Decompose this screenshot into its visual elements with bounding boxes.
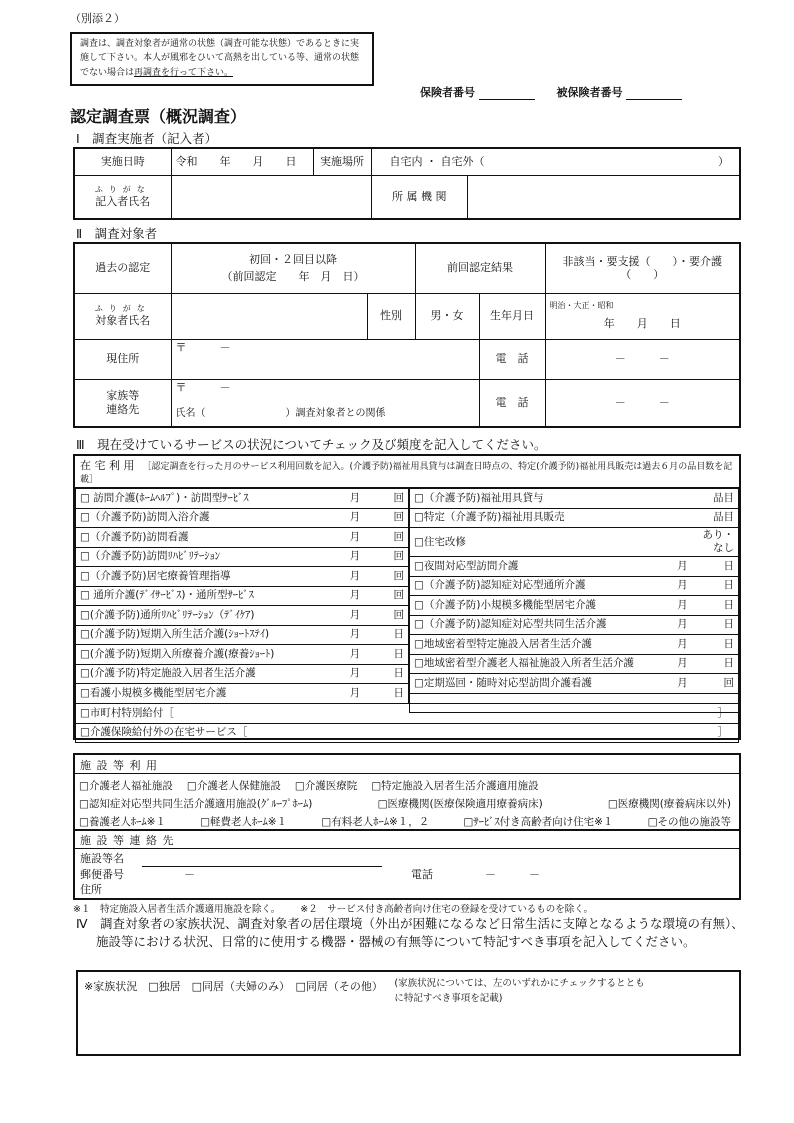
left-service-unit1: 月: [338, 625, 362, 645]
right-service-unit2: 日: [690, 557, 739, 577]
left-service-unit1: 月: [338, 567, 362, 587]
left-service-unit2: 日: [362, 645, 408, 665]
section1-heading: Ⅰ 調査実施者（記入者）: [76, 131, 218, 146]
facility-contact-title: 施 設 等 連 絡 先: [80, 834, 175, 847]
left-service-label[interactable]: □(介護予防)短期入所生活介護(ｼｮｰﾄｽﾃｲ): [76, 625, 338, 645]
left-service-row[interactable]: [76, 586, 409, 606]
place-close: ）: [718, 154, 729, 168]
dob-value: 年 月 日: [603, 317, 681, 331]
postal-mark: 〒 －: [175, 340, 231, 354]
facility-option[interactable]: □その他の施設等: [647, 816, 731, 828]
dob-label: 生年月日: [479, 293, 545, 339]
right-service-row[interactable]: [410, 615, 739, 635]
right-service-label[interactable]: □特定（介護予防)福祉用具販売: [410, 508, 665, 528]
insured-number-label: 被保険者番号: [556, 86, 623, 99]
left-services-table: [75, 488, 409, 704]
address-label: 現住所: [74, 339, 171, 379]
right-service-row[interactable]: [410, 654, 739, 674]
municipal-close: ］: [717, 706, 728, 719]
left-service-label[interactable]: □（介護予防)訪問看護: [76, 528, 338, 548]
right-service-label[interactable]: □住宅改修: [410, 528, 665, 557]
facility-option[interactable]: □介護老人保健施設: [186, 780, 281, 792]
prev-result-field[interactable]: 非該当・要支援（ ）・要介護（ ）: [545, 243, 740, 293]
right-service-row[interactable]: [410, 576, 739, 596]
sex-field[interactable]: 男・女: [415, 293, 479, 339]
right-service-unit2: 日: [690, 596, 739, 616]
right-service-unit1: 月: [664, 576, 689, 596]
right-service-label[interactable]: □（介護予防)認知症対応型共同生活介護: [410, 615, 665, 635]
attachment-label: （別添２）: [70, 12, 125, 25]
facility-use-title: 施 設 等 利 用: [80, 759, 158, 772]
section1-table: [73, 147, 741, 220]
notice-box: [70, 32, 374, 86]
facility-contact: [80, 851, 720, 898]
right-service-label[interactable]: □（介護予防)認知症対応型通所介護: [410, 576, 665, 596]
right-service-unit1: 月: [664, 635, 689, 655]
left-service-unit1: 月: [338, 645, 362, 665]
agency-inner: [372, 176, 740, 218]
family-status-note: (家族状況については、左のいずれかにチェックするとともに特記すべき事項を記載): [394, 978, 645, 1004]
right-service-unit1: 月: [664, 557, 689, 577]
family-label1: 家族等: [106, 389, 140, 402]
phone-label: 電 話: [479, 339, 545, 379]
facility-postal-label: 郵便番号: [80, 867, 124, 881]
left-service-unit1: 月: [338, 528, 362, 548]
right-service-label[interactable]: □定期巡回・随時対応型訪問介護看護: [410, 674, 665, 694]
right-service-row[interactable]: [410, 596, 739, 616]
family-phone-label: 電 話: [479, 379, 545, 427]
footnote-1: ※１ 特定施設入居者生活介護適用施設を除く。: [73, 904, 281, 915]
left-service-label[interactable]: □ 通所介護(ﾃﾞｲｻｰﾋﾞｽ)・通所型ｻｰﾋﾞｽ: [76, 586, 338, 606]
left-service-unit2: 回: [362, 489, 408, 509]
right-service-label[interactable]: □（介護予防)福祉用具貸与: [410, 489, 665, 509]
facility-option[interactable]: □ｻｰﾋﾞｽ付き高齢者向け住宅※１: [463, 816, 614, 828]
left-service-row[interactable]: [76, 567, 409, 587]
right-service-row[interactable]: [410, 528, 739, 557]
facility-option[interactable]: □養護老人ﾎｰﾑ※１: [79, 816, 166, 828]
right-service-row[interactable]: [410, 489, 739, 509]
family-phone-field[interactable]: － －: [545, 379, 740, 427]
facility-option[interactable]: □軽費老人ﾎｰﾑ※１: [200, 816, 288, 828]
municipal-row[interactable]: [76, 704, 739, 724]
left-service-unit2: 回: [362, 567, 408, 587]
left-service-unit2: 日: [362, 684, 408, 704]
right-service-row[interactable]: [410, 508, 739, 528]
left-service-unit1: 月: [338, 684, 362, 704]
subject-name-label-cell: [74, 293, 171, 339]
right-service-unit1: 月: [664, 615, 689, 635]
left-service-row[interactable]: [76, 547, 409, 567]
left-service-row[interactable]: [76, 606, 409, 626]
facility-name-label: 施設等名: [80, 852, 124, 865]
insurer-number-field[interactable]: [479, 89, 535, 100]
left-service-label[interactable]: □看護小規模多機能型居宅介護: [76, 684, 338, 704]
right-service-unit1: 月: [664, 654, 689, 674]
family-label2: 連絡先: [106, 402, 140, 416]
left-service-unit1: 月: [338, 606, 362, 626]
furigana-label-2: ふりがな: [94, 304, 151, 314]
subject-name-field[interactable]: [171, 293, 367, 339]
date-label: 実施日時: [74, 148, 171, 175]
date-field[interactable]: 令和 年 月 日: [171, 148, 313, 175]
other-home-label: □介護保険給付外の在宅サービス［: [80, 726, 248, 739]
family-postal-mark: 〒 －: [175, 380, 231, 394]
right-service-unit2: 日: [690, 654, 739, 674]
facility-name-field[interactable]: [142, 855, 382, 867]
subject-name-label: 対象者氏名: [95, 314, 151, 328]
facility-option[interactable]: □介護医療院: [294, 780, 358, 792]
family-status-options[interactable]: ※家族状況 □独居 □同居（夫婦のみ） □同居（その他）: [84, 980, 383, 993]
facility-options: [79, 777, 739, 831]
place-label: 実施場所: [313, 148, 371, 175]
right-service-unit2: 品目: [690, 508, 739, 528]
right-service-unit2: 日: [690, 635, 739, 655]
writer-name-field[interactable]: [171, 175, 371, 219]
family-status-row: [84, 976, 734, 1006]
left-service-label[interactable]: □(介護予防)通所ﾘﾊﾋﾞﾘﾃｰｼｮﾝ（ﾃﾞｲｹｱ): [76, 606, 338, 626]
agency-row: [371, 175, 740, 219]
address-field[interactable]: [171, 339, 479, 379]
right-service-unit2: 日: [690, 615, 739, 635]
right-service-unit1: [664, 508, 689, 528]
home-use-label: 在 宅 利 用: [80, 459, 135, 472]
left-service-label[interactable]: □ 訪問介護(ﾎｰﾑﾍﾙﾌﾟ)・訪問型ｻｰﾋﾞｽ: [76, 489, 338, 509]
section3-heading: Ⅲ 現在受けているサービスの状況についてチェック及び頻度を記入してください。: [76, 437, 547, 452]
insurer-number-label: 保険者番号: [420, 86, 475, 99]
era-options: 明治・大正・昭和: [549, 301, 614, 311]
left-service-unit1: 月: [338, 508, 362, 528]
right-service-unit1: [664, 528, 689, 557]
writer-name-label: 記入者氏名: [95, 194, 151, 208]
right-service-label[interactable]: □夜間対応型訪問介護: [410, 557, 665, 577]
facility-option[interactable]: □介護老人福祉施設: [79, 780, 173, 792]
writer-name-label-cell: [74, 175, 171, 219]
agency-label: 所 属 機 関: [372, 176, 468, 218]
facility-postal-row: [80, 867, 720, 883]
right-service-label[interactable]: □地域密着型特定施設入居者生活介護: [410, 635, 665, 655]
facility-option[interactable]: □認知症対応型共同生活介護適用施設(ｸﾞﾙｰﾌﾟﾎｰﾑ): [79, 798, 313, 810]
place-field[interactable]: [371, 148, 740, 175]
facility-phone-value[interactable]: － －: [485, 867, 540, 881]
facility-divider-2: [75, 829, 739, 831]
left-service-row[interactable]: [76, 645, 409, 665]
facility-phone-label: 電話: [411, 867, 433, 881]
facility-postal-value[interactable]: －: [184, 867, 195, 881]
left-service-unit1: 月: [338, 586, 362, 606]
left-service-unit2: 回: [362, 508, 408, 528]
home-use-note: ［認定調査を行った月のサービス利用回数を記入。(介護予防)福祉用具貸与は調査日時点の、特定(介護予防)福祉用具販売は過去６月の品目数を記載］: [80, 462, 733, 486]
sex-label: 性別: [367, 293, 415, 339]
prev-result-label: 前回認定結果: [415, 243, 545, 293]
facility-address-row: [80, 882, 720, 898]
facility-option[interactable]: □医療機関(医療保険適用療養病床): [377, 798, 543, 810]
family-field[interactable]: [171, 379, 479, 427]
facility-row-2: [79, 795, 739, 813]
left-service-unit2: 日: [362, 625, 408, 645]
insurer-number: [420, 84, 682, 100]
left-service-unit2: 回: [362, 547, 408, 567]
other-services-table: [75, 703, 739, 743]
place-value: 自宅内 ・ 自宅外（: [389, 154, 485, 168]
left-service-row[interactable]: [76, 489, 409, 509]
facility-option[interactable]: □医療機関(療養病床以外): [607, 798, 731, 810]
footnote-2: ※２ サービス付き高齢者向け住宅の登録を受けているものを除く。: [300, 904, 594, 915]
right-service-label[interactable]: □地域密着型介護老人福祉施設入所者生活介護: [410, 654, 665, 674]
right-service-row[interactable]: [410, 557, 739, 577]
right-service-unit2: 品目: [690, 489, 739, 509]
facility-address-label: 住所: [80, 883, 102, 896]
section4-heading: Ⅳ 調査対象者の家族状況、調査対象者の居住環境（外出が困難になるなど日常生活に支障となるような環境の有無）、施設等における状況、日常的に使用する機器・器械の有無等について特記すべき事項を記入してください。: [76, 916, 744, 949]
left-service-label[interactable]: □(介護予防)短期入所療養介護(療養ｼｮｰﾄ): [76, 645, 338, 665]
facility-divider-1: [75, 773, 739, 774]
left-service-unit2: 回: [362, 606, 408, 626]
footnotes: [73, 901, 593, 915]
left-service-row[interactable]: [76, 508, 409, 528]
facility-row-1: [79, 777, 739, 795]
facility-option[interactable]: □有料老人ﾎｰﾑ※１，２: [321, 816, 430, 828]
past-cert-value1: 初回・２回目以降: [249, 252, 337, 266]
left-service-row[interactable]: [76, 684, 409, 704]
insured-number-field[interactable]: [626, 89, 682, 100]
left-service-label[interactable]: □（介護予防)居宅療養管理指導: [76, 567, 338, 587]
left-service-unit2: 日: [362, 664, 408, 684]
section2-heading: Ⅱ 調査対象者: [76, 226, 158, 241]
municipal-label: □市町村特別給付［: [80, 706, 174, 719]
right-service-unit2: 回: [690, 674, 739, 694]
left-service-row[interactable]: [76, 625, 409, 645]
facility-divider-3: [75, 848, 739, 849]
right-services-table: [409, 488, 739, 713]
left-service-label[interactable]: □（介護予防)訪問入浴介護: [76, 508, 338, 528]
right-service-unit1: 月: [664, 596, 689, 616]
left-service-unit2: 回: [362, 528, 408, 548]
family-name-relation: 氏名（ ）調査対象者との関係: [175, 408, 386, 420]
page-title: 認定調査票（概況調査）: [70, 107, 247, 126]
left-service-row[interactable]: [76, 664, 409, 684]
right-service-row[interactable]: [410, 674, 739, 694]
past-cert-value2: （前回認定 年 月 日）: [221, 270, 365, 284]
left-service-unit1: 月: [338, 547, 362, 567]
left-service-unit1: 月: [338, 664, 362, 684]
notice-text: 調査は、調査対象者が通常の状態（調査可能な状態）であるときに実施して下さい。本人が風邪をひいて高熱を出している等、通常の状態でない場合は: [80, 39, 360, 78]
other-home-close: ］: [717, 726, 728, 739]
home-use-header: [80, 458, 735, 487]
left-service-row[interactable]: [76, 528, 409, 548]
right-service-unit2: 日: [690, 576, 739, 596]
left-service-unit1: 月: [338, 489, 362, 509]
family-label-cell: [74, 379, 171, 427]
left-service-label[interactable]: □（介護予防)訪問ﾘﾊﾋﾞﾘﾃｰｼｮﾝ: [76, 547, 338, 567]
other-home-row[interactable]: [76, 723, 739, 743]
left-service-unit2: 回: [362, 586, 408, 606]
dob-field[interactable]: [545, 293, 740, 339]
facility-option[interactable]: □特定施設入居者生活介護適用施設: [371, 780, 539, 792]
past-cert-label: 過去の認定: [74, 243, 171, 293]
right-service-unit1: 月: [664, 674, 689, 694]
facility-name-row: [80, 851, 720, 867]
past-cert-field[interactable]: [171, 243, 415, 293]
phone-field[interactable]: － －: [545, 339, 740, 379]
agency-field[interactable]: [468, 176, 740, 218]
notice-underlined: 再調査を行って下さい。: [134, 67, 234, 78]
right-service-unit1: [664, 489, 689, 509]
left-service-label[interactable]: □(介護予防)特定施設入居者生活介護: [76, 664, 338, 684]
section2-table: [73, 242, 741, 428]
furigana-label: ふりがな: [94, 184, 151, 194]
right-service-label[interactable]: □（介護予防)小規模多機能型居宅介護: [410, 596, 665, 616]
right-service-unit2: あり・なし: [690, 528, 739, 557]
right-service-row[interactable]: [410, 635, 739, 655]
